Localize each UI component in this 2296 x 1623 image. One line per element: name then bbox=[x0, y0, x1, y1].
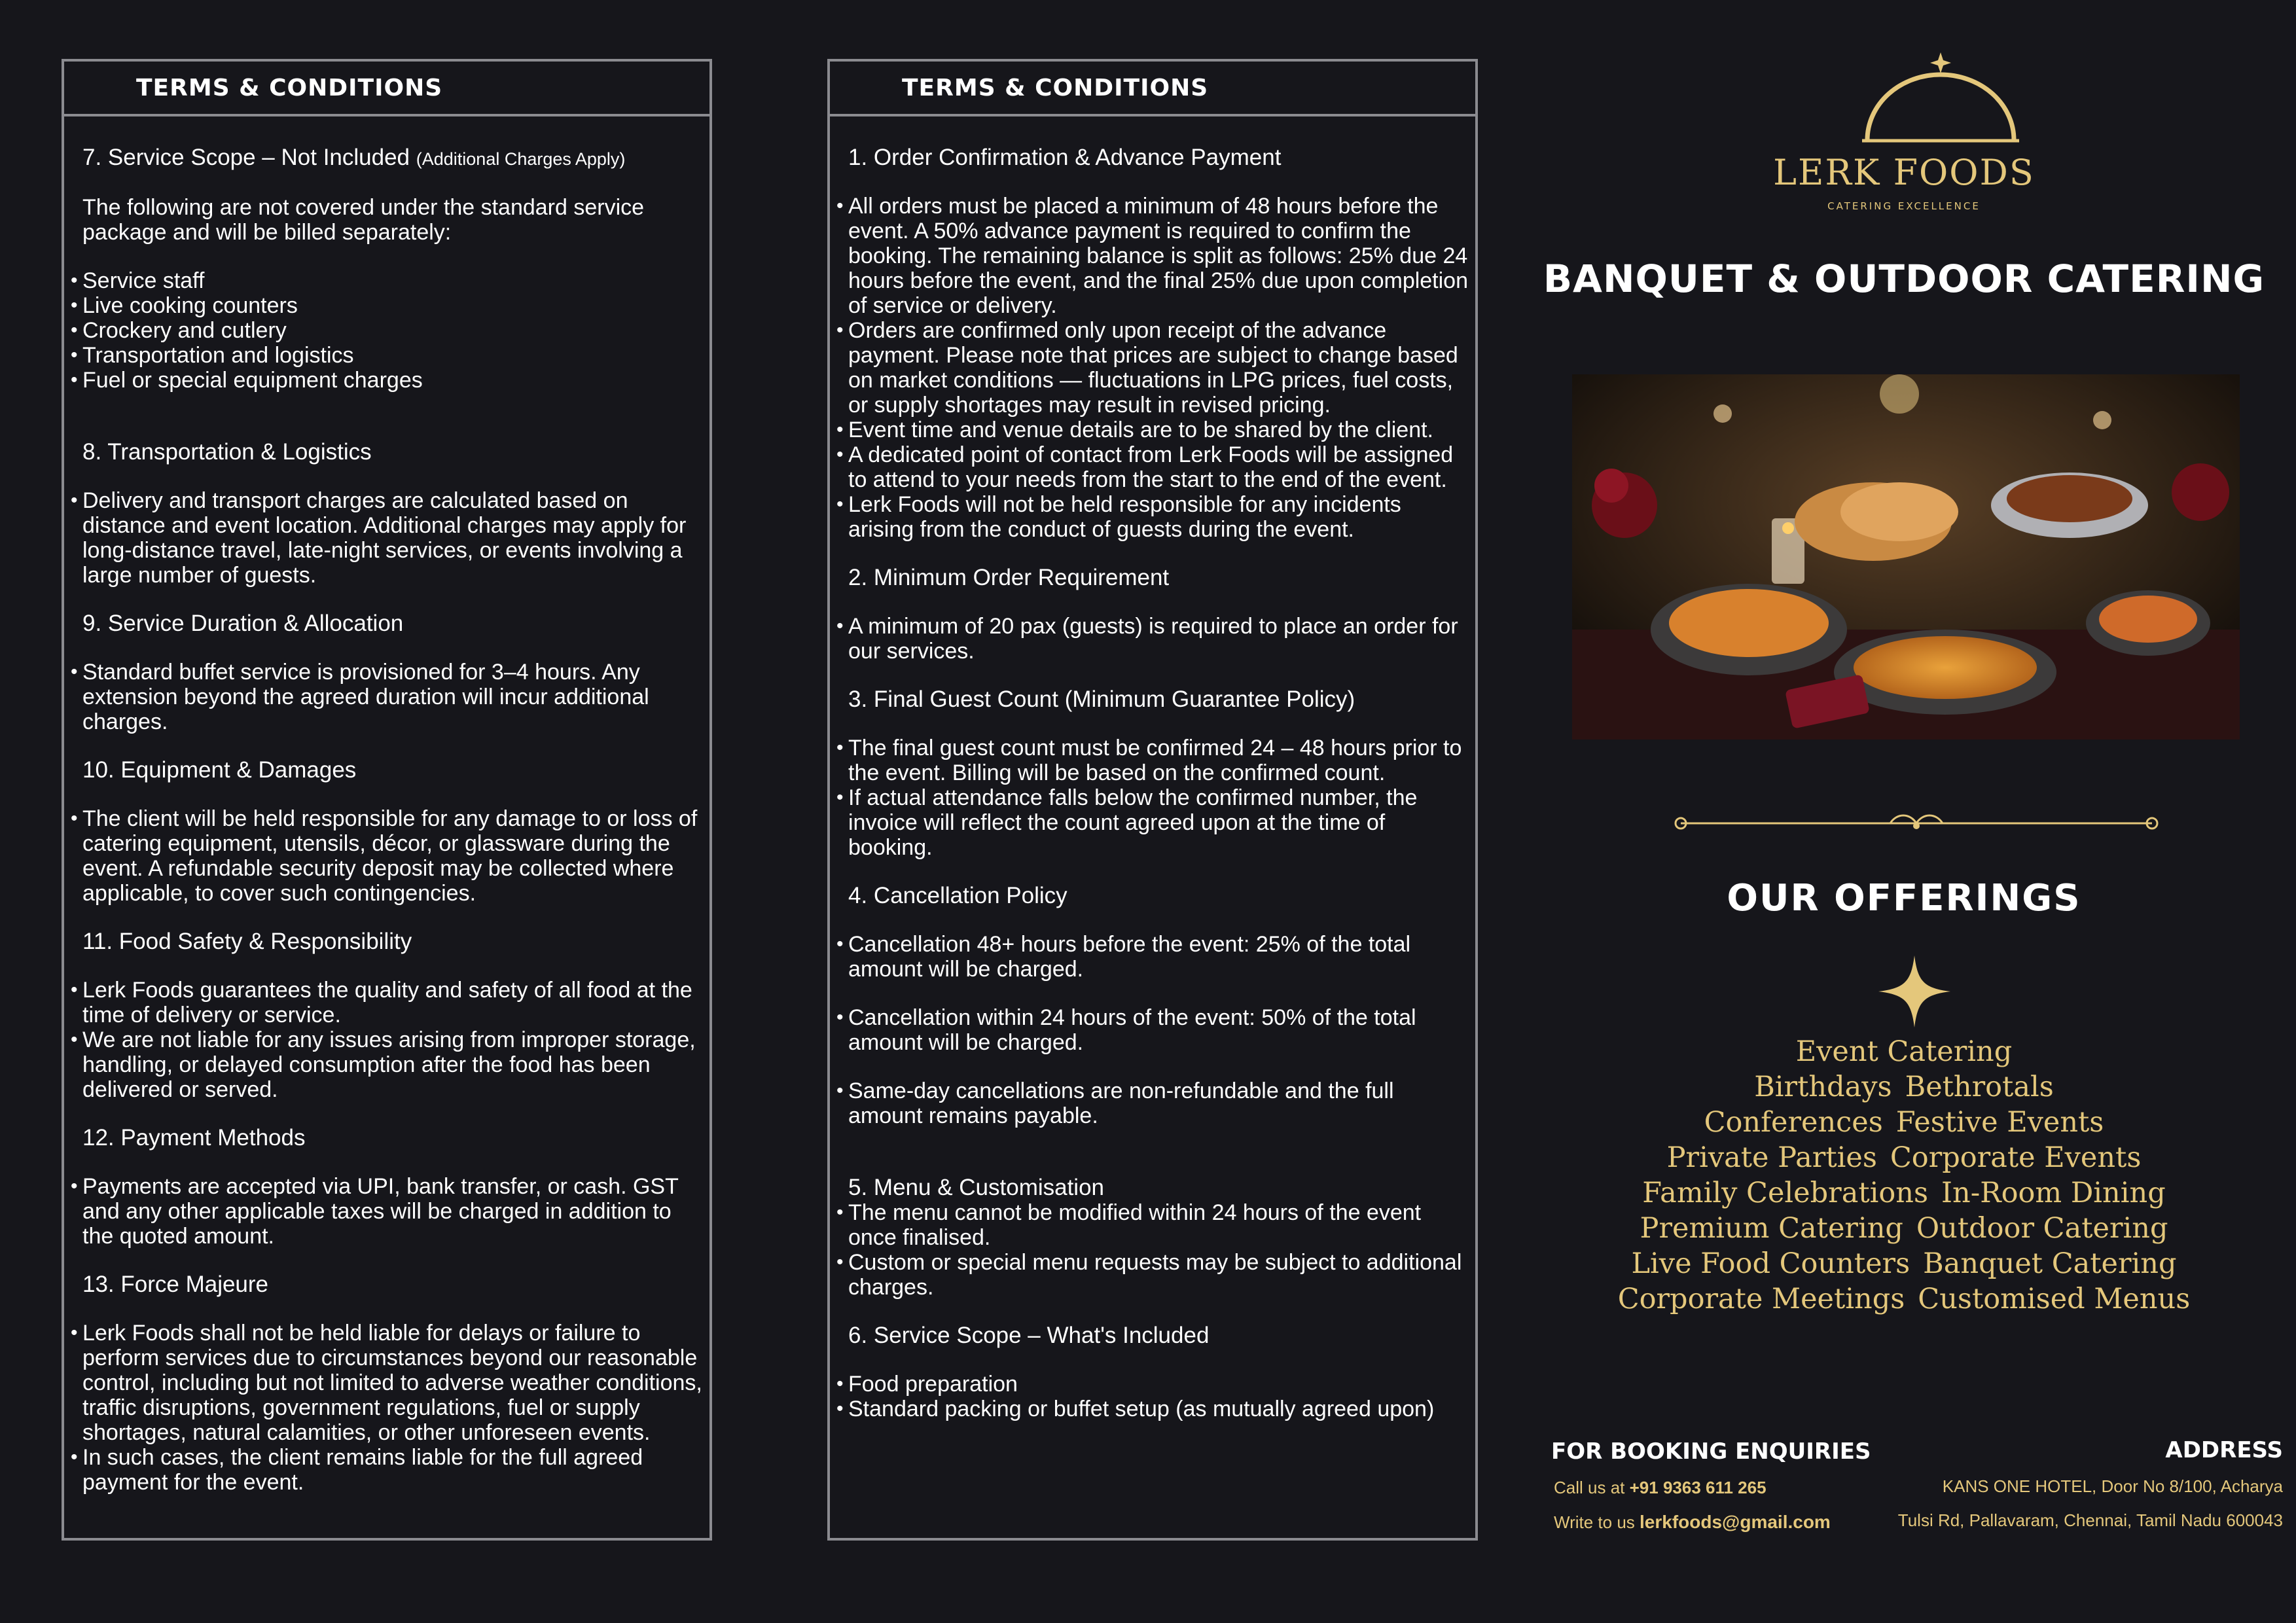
brochure-cover bbox=[1512, 0, 2296, 1623]
terms-panel-middle bbox=[827, 59, 1478, 1541]
cloche-logo-icon bbox=[1842, 47, 2039, 145]
section-title-9: 9. Service Duration & Allocation bbox=[82, 611, 404, 636]
offering-item: Banquet Catering bbox=[1923, 1247, 2177, 1280]
list-item: • The menu cannot be modified within 24 hours of the event once finalised. bbox=[836, 1200, 1469, 1250]
section-2-list bbox=[836, 614, 1469, 664]
list-item: • Service staff bbox=[71, 268, 703, 293]
sparkle-star-icon bbox=[1878, 955, 1950, 1027]
address-line-2: Tulsi Rd, Pallavaram, Chennai, Tamil Nadu 600043 bbox=[1897, 1510, 2283, 1530]
list-item: • The final guest count must be confirmed 24 – 48 hours prior to the event. Billing will be based on the confirmed count. bbox=[836, 736, 1469, 785]
section-7-intro: The following are not covered under the standard service package and will be billed separately: bbox=[82, 195, 645, 245]
section-title-4: 4. Cancellation Policy bbox=[848, 883, 1067, 908]
offering-item: Bethrotals bbox=[1905, 1071, 2054, 1103]
main-headline: BANQUET & OUTDOOR CATERING bbox=[1543, 257, 2265, 301]
section-1-list bbox=[836, 194, 1469, 542]
offering-item: Customised Menus bbox=[1918, 1283, 2191, 1315]
offering-item: Private Parties bbox=[1666, 1141, 1877, 1174]
section-title-11: 11. Food Safety & Responsibility bbox=[82, 929, 412, 954]
section-4-list-a bbox=[836, 932, 1469, 982]
address-title: ADDRESS bbox=[2165, 1437, 2283, 1463]
section-title-7 bbox=[71, 145, 703, 171]
section-4-list-c bbox=[836, 1079, 1469, 1128]
offering-item: Corporate Meetings bbox=[1617, 1283, 1905, 1315]
list-item: • Payments are accepted via UPI, bank transfer, or cash. GST and any other applicable taxes will be charged in addition to the quoted amount. bbox=[71, 1174, 703, 1249]
offering-row bbox=[1512, 1034, 2296, 1069]
ornamental-divider-icon bbox=[1655, 810, 2178, 836]
offering-row bbox=[1512, 1211, 2296, 1246]
section-6-list bbox=[836, 1372, 1469, 1421]
section-5-list bbox=[836, 1200, 1469, 1300]
list-item: • A minimum of 20 pax (guests) is required to place an order for our services. bbox=[836, 614, 1469, 664]
section-8-list bbox=[71, 488, 703, 588]
offerings-title: OUR OFFERINGS bbox=[1727, 877, 2081, 919]
list-item: • Lerk Foods shall not be held liable for delays or failure to perform services due to circumstances beyond our reasonable control, including but not limited to adverse weather conditions, traffic disruptions, government regulations, fuel or supply shortages, natural calamities, or other unforeseen events. bbox=[71, 1321, 703, 1445]
section-7-note: (Additional Charges Apply) bbox=[416, 149, 626, 169]
section-title-5: 5. Menu & Customisation bbox=[848, 1175, 1105, 1200]
write-label: Write to us bbox=[1554, 1512, 1635, 1532]
section-title-8: 8. Transportation & Logistics bbox=[82, 439, 372, 465]
email-link[interactable]: lerkfoods@gmail.com bbox=[1640, 1512, 1831, 1532]
section-10-list bbox=[71, 806, 703, 906]
section-title-13: 13. Force Majeure bbox=[82, 1272, 269, 1297]
offering-item: In-Room Dining bbox=[1941, 1177, 2166, 1209]
list-item: • Standard packing or buffet setup (as mutually agreed upon) bbox=[836, 1397, 1469, 1421]
offering-row bbox=[1512, 1281, 2296, 1317]
section-title-1: 1. Order Confirmation & Advance Payment bbox=[848, 145, 1282, 170]
panel-body bbox=[830, 116, 1475, 1421]
list-item: • Orders are confirmed only upon receipt of the advance payment. Please note that prices are subject to change based on market conditions — fluctuations in LPG prices, fuel costs, or supply shortages may result in revised pricing. bbox=[836, 318, 1469, 418]
list-item: • Crockery and cutlery bbox=[71, 318, 703, 343]
offering-row bbox=[1512, 1105, 2296, 1140]
banquet-food-photo bbox=[1572, 374, 2240, 740]
section-11-list bbox=[71, 978, 703, 1102]
section-13-list bbox=[71, 1321, 703, 1495]
section-4-list-b bbox=[836, 1005, 1469, 1055]
section-7-list bbox=[71, 268, 703, 393]
list-item: • Live cooking counters bbox=[71, 293, 703, 318]
section-3-list bbox=[836, 736, 1469, 860]
offering-item: Conferences bbox=[1704, 1106, 1883, 1139]
booking-title: FOR BOOKING ENQUIRIES bbox=[1551, 1438, 1871, 1465]
booking-phone-line bbox=[1554, 1478, 1767, 1498]
list-item: • Lerk Foods will not be held responsible for any incidents arising from the conduct of guests during the event. bbox=[836, 492, 1469, 542]
section-title-6: 6. Service Scope – What's Included bbox=[848, 1323, 1210, 1348]
offering-row bbox=[1512, 1246, 2296, 1281]
list-item: • Lerk Foods guarantees the quality and safety of all food at the time of delivery or service. bbox=[71, 978, 703, 1027]
list-item: • Same-day cancellations are non-refundable and the full amount remains payable. bbox=[836, 1079, 1469, 1128]
terms-panel-left bbox=[62, 59, 712, 1541]
list-item: • Event time and venue details are to be shared by the client. bbox=[836, 418, 1469, 442]
list-item: • Custom or special menu requests may be subject to additional charges. bbox=[836, 1250, 1469, 1300]
brand-name: LERK FOODS bbox=[1773, 152, 2035, 193]
list-item: • The client will be held responsible for any damage to or loss of catering equipment, utensils, décor, or glassware during the event. A refundable security deposit may be collected where applicable, to cover such contingencies. bbox=[71, 806, 703, 906]
offering-row bbox=[1512, 1069, 2296, 1105]
booking-email-line bbox=[1554, 1512, 1831, 1533]
list-item: • A dedicated point of contact from Lerk Foods will be assigned to attend to your needs from the start to the end of the event. bbox=[836, 442, 1469, 492]
list-item: • Delivery and transport charges are calculated based on distance and event location. Additional charges may apply for long-distance travel, late-night services, or events involving a large number of guests. bbox=[71, 488, 703, 588]
address-line-1: KANS ONE HOTEL, Door No 8/100, Acharya bbox=[1942, 1476, 2283, 1496]
phone-number[interactable]: +91 9363 611 265 bbox=[1629, 1478, 1767, 1497]
list-item: • Transportation and logistics bbox=[71, 343, 703, 368]
section-title-2: 2. Minimum Order Requirement bbox=[848, 565, 1170, 590]
list-item: • Food preparation bbox=[836, 1372, 1469, 1397]
offering-item: Family Celebrations bbox=[1642, 1177, 1929, 1209]
offerings-list bbox=[1512, 1034, 2296, 1317]
offering-item: Festive Events bbox=[1895, 1106, 2104, 1139]
offering-row bbox=[1512, 1140, 2296, 1175]
offering-item: Live Food Counters bbox=[1631, 1247, 1910, 1280]
list-item: • Cancellation within 24 hours of the event: 50% of the total amount will be charged. bbox=[836, 1005, 1469, 1055]
section-12-list bbox=[71, 1174, 703, 1249]
list-item: • In such cases, the client remains liable for the full agreed payment for the event. bbox=[71, 1445, 703, 1495]
list-item: • Standard buffet service is provisioned for 3–4 hours. Any extension beyond the agreed duration will incur additional charges. bbox=[71, 660, 703, 734]
section-title-3: 3. Final Guest Count (Minimum Guarantee Policy) bbox=[848, 687, 1355, 712]
section-title-12: 12. Payment Methods bbox=[82, 1125, 306, 1150]
brand-tagline: CATERING EXCELLENCE bbox=[1827, 200, 1981, 212]
list-item: • All orders must be placed a minimum of 48 hours before the event. A 50% advance payment is required to confirm the booking. The remaining balance is split as follows: 25% due 24 hours before the event, and the final 25% due upon completion of service or delivery. bbox=[836, 194, 1469, 318]
section-7-title-text: 7. Service Scope – Not Included bbox=[82, 145, 410, 170]
panel-header: TERMS & CONDITIONS bbox=[64, 62, 709, 116]
offering-item: Event Catering bbox=[1795, 1035, 2013, 1068]
section-title-10: 10. Equipment & Damages bbox=[82, 757, 357, 783]
offering-item: Outdoor Catering bbox=[1916, 1212, 2168, 1245]
offering-item: Premium Catering bbox=[1640, 1212, 1903, 1245]
offering-row bbox=[1512, 1175, 2296, 1211]
list-item: • If actual attendance falls below the confirmed number, the invoice will reflect the count agreed upon at the time of booking. bbox=[836, 785, 1469, 860]
list-item: • Fuel or special equipment charges bbox=[71, 368, 703, 393]
list-item: • Cancellation 48+ hours before the event: 25% of the total amount will be charged. bbox=[836, 932, 1469, 982]
section-9-list bbox=[71, 660, 703, 734]
offering-item: Birthdays bbox=[1754, 1071, 1892, 1103]
offering-item: Corporate Events bbox=[1890, 1141, 2142, 1174]
panel-body bbox=[64, 116, 709, 1495]
panel-header: TERMS & CONDITIONS bbox=[830, 62, 1475, 116]
call-label: Call us at bbox=[1554, 1478, 1625, 1497]
list-item: • We are not liable for any issues arising from improper storage, handling, or delayed consumption after the food has been delivered or served. bbox=[71, 1027, 703, 1102]
